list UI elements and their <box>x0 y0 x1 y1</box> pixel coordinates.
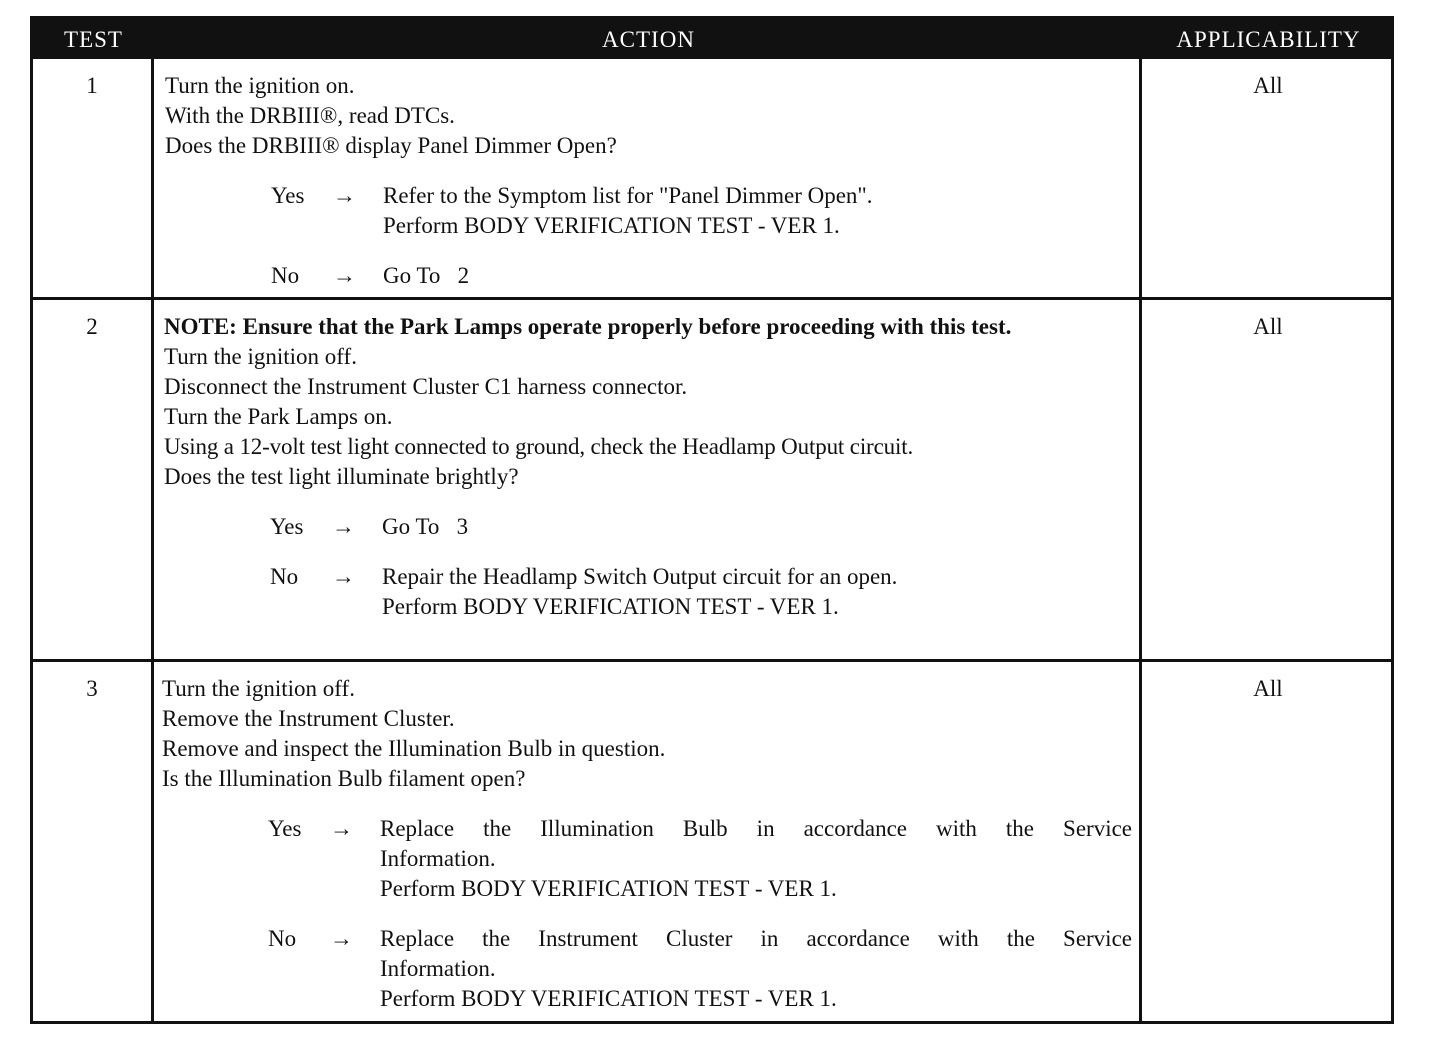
branch-text: Information. <box>380 956 496 981</box>
step-text: With the DRBIII®, read DTCs. <box>165 103 455 128</box>
action-cell <box>165 71 1139 291</box>
test-number: 3 <box>86 676 98 701</box>
action-cell <box>164 312 1138 622</box>
row-divider <box>33 659 1391 662</box>
applicability-value: All <box>1253 676 1283 701</box>
step-text: Disconnect the Instrument Cluster C1 harness connector. <box>164 374 688 399</box>
yes-branch <box>164 512 1138 542</box>
header-applicability: APPLICABILITY <box>1176 27 1361 52</box>
branch-text: Perform BODY VERIFICATION TEST - VER 1. <box>380 986 837 1011</box>
arrow-icon: → <box>333 183 356 208</box>
step-text: Turn the ignition off. <box>162 676 355 701</box>
step-text: Does the DRBIII® display Panel Dimmer Open? <box>165 133 617 158</box>
step-text: Using a 12-volt test light connected to ground, check the Headlamp Output circuit. <box>164 434 914 459</box>
header-action: ACTION <box>602 27 695 52</box>
note-text: NOTE: Ensure that the Park Lamps operate properly before proceeding with this test. <box>164 314 1012 339</box>
branch-text: Information. <box>380 846 496 871</box>
applicability-value: All <box>1253 314 1283 339</box>
step-text: Remove the Instrument Cluster. <box>162 706 455 731</box>
arrow-icon: → <box>332 514 355 539</box>
step-text: Turn the ignition off. <box>164 344 357 369</box>
yes-label: Yes <box>268 816 302 841</box>
row-divider <box>33 297 1391 300</box>
branch-text: Refer to the Symptom list for "Panel Dimmer Open". <box>383 183 873 208</box>
step-text: Turn the Park Lamps on. <box>164 404 393 429</box>
branch-text: Replace the Instrument Cluster in accordance with the Service <box>380 926 1132 951</box>
yes-label: Yes <box>271 183 305 208</box>
yes-branch <box>165 181 1139 241</box>
step-text: Is the Illumination Bulb filament open? <box>162 766 526 791</box>
no-branch <box>165 261 1139 291</box>
test-number: 2 <box>86 314 98 339</box>
branch-text: Go To 2 <box>383 263 470 288</box>
no-label: No <box>268 926 297 951</box>
branch-text: Perform BODY VERIFICATION TEST - VER 1. <box>383 213 840 238</box>
table-header <box>33 19 1391 59</box>
branch-text: Replace the Illumination Bulb in accordance with the Service <box>380 816 1132 841</box>
no-label: No <box>271 263 300 288</box>
diagnostic-test-table <box>30 16 1394 1024</box>
step-text: Remove and inspect the Illumination Bulb in question. <box>162 736 666 761</box>
yes-branch <box>162 814 1136 904</box>
header-test: TEST <box>64 27 123 52</box>
no-label: No <box>270 564 299 589</box>
step-text: Does the test light illuminate brightly? <box>164 464 519 489</box>
branch-text: Perform BODY VERIFICATION TEST - VER 1. <box>380 876 837 901</box>
applicability-value: All <box>1253 73 1283 98</box>
arrow-icon: → <box>330 926 353 951</box>
action-cell <box>162 674 1136 1014</box>
column-divider <box>151 59 154 1021</box>
arrow-icon: → <box>332 564 355 589</box>
step-text: Turn the ignition on. <box>165 73 355 98</box>
column-divider <box>1139 59 1142 1021</box>
arrow-icon: → <box>333 263 356 288</box>
no-branch <box>164 562 1138 622</box>
test-number: 1 <box>86 73 98 98</box>
branch-text: Repair the Headlamp Switch Output circuit for an open. <box>382 564 898 589</box>
branch-text: Go To 3 <box>382 514 469 539</box>
no-branch <box>162 924 1136 1014</box>
arrow-icon: → <box>330 816 353 841</box>
branch-text: Perform BODY VERIFICATION TEST - VER 1. <box>382 594 839 619</box>
yes-label: Yes <box>270 514 304 539</box>
